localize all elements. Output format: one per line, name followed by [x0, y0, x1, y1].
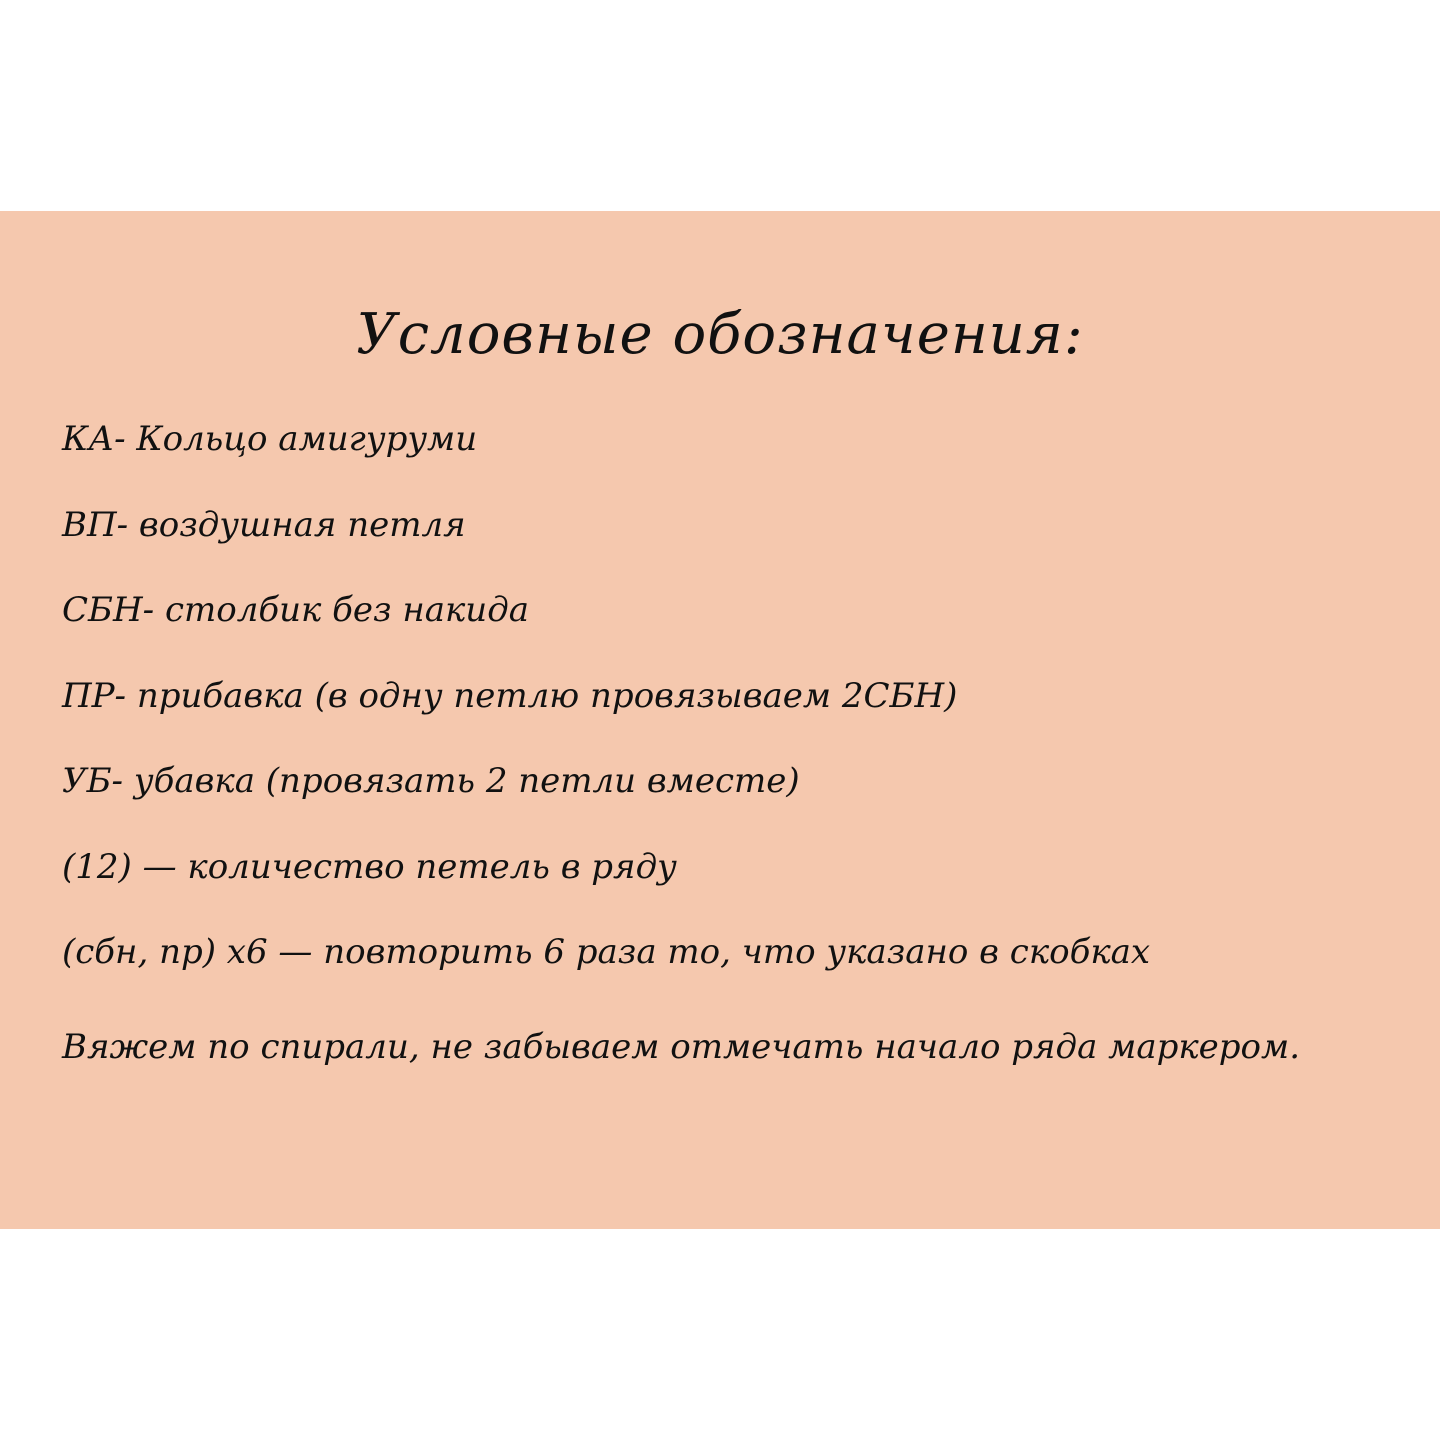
legend-item-repeat: (сбн, пр) х6 — повторить 6 раза то, что указано в скобках	[62, 932, 1151, 972]
legend-item-ka: КА- Кольцо амигуруми	[62, 419, 478, 459]
page-title: Условные обозначения:	[356, 302, 1084, 367]
legend-item-ub: УБ- убавка (провязать 2 петли вместе)	[62, 761, 800, 801]
legend-item-count: (12) — количество петель в ряду	[62, 846, 677, 887]
spiral-note: Вяжем по спирали, не забываем отмечать начало ряда маркером.	[62, 1027, 1301, 1067]
legend-item-pr: ПР- прибавка (в одну петлю провязываем 2СБН)	[62, 675, 958, 716]
legend-item-sbn: СБН- столбик без накида	[62, 590, 530, 630]
legend-item-vp: ВП- воздушная петля	[62, 504, 466, 545]
legend-card	[0, 211, 1440, 1229]
legend-list	[62, 407, 1402, 1006]
